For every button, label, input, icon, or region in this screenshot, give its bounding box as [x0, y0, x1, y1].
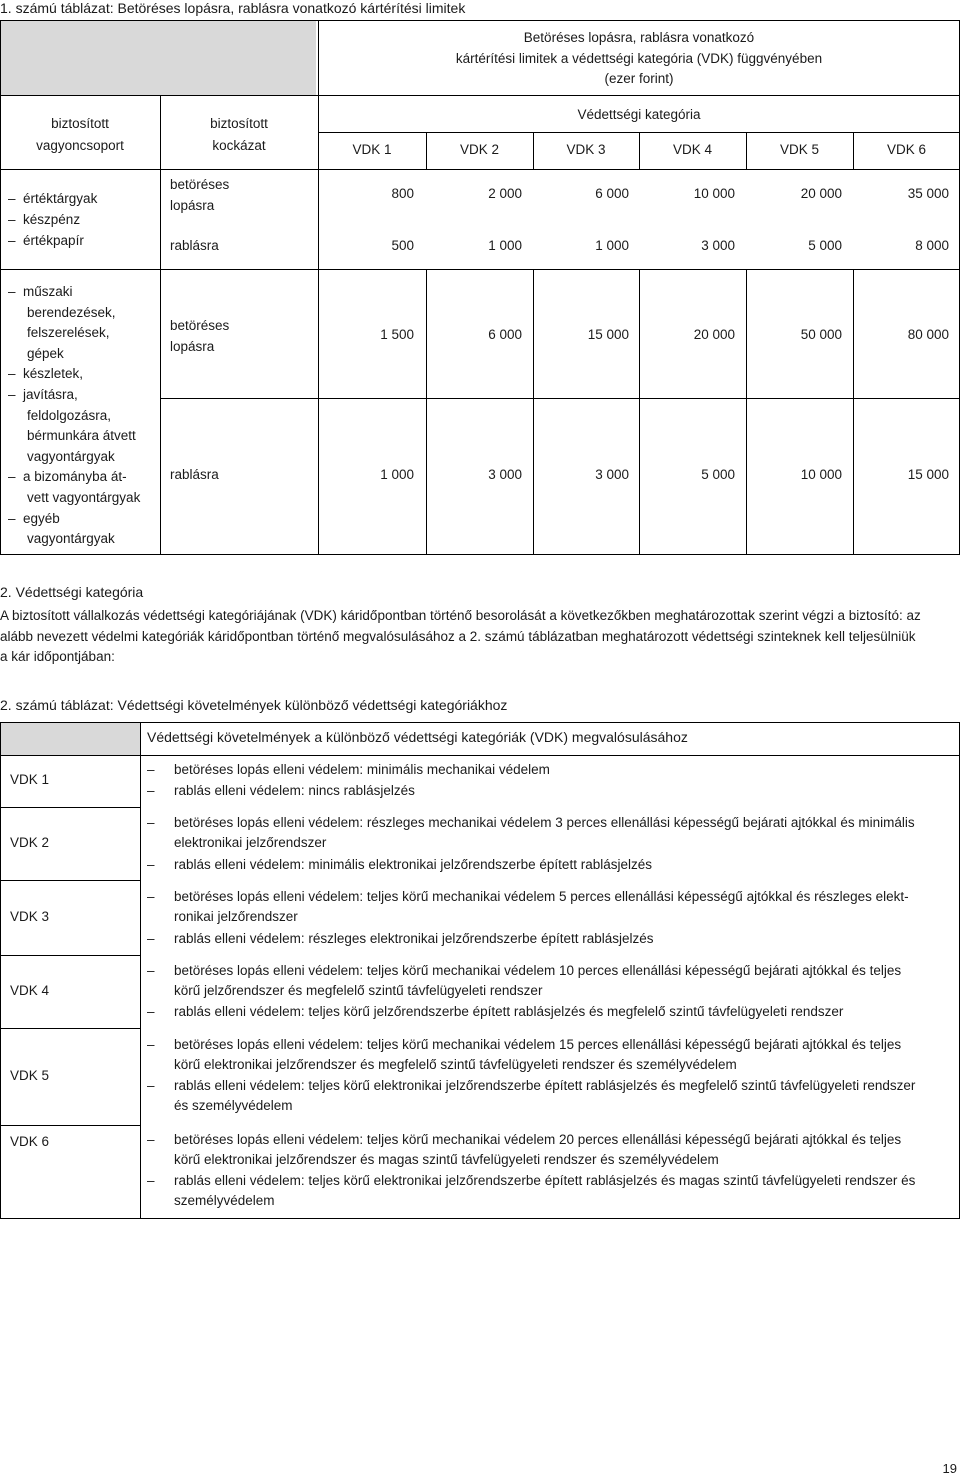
value-cell: 5 000	[808, 238, 842, 253]
vdk3-col: VDK 3	[566, 142, 606, 157]
requirement-item: rablás elleni védelem: teljes körű jelzőrendszerbe épített rablásjelzés és megfelelő szintű távfelügyeleti rendszer	[174, 1004, 844, 1019]
vdk-row-label: VDK 5	[10, 1068, 50, 1083]
col-risk-header: biztosított kockázat	[210, 116, 268, 153]
requirement-item: betöréses lopás elleni védelem: minimális mechanikai védelem	[174, 762, 550, 777]
group1-items	[8, 188, 97, 251]
table1-header-shading	[0, 20, 316, 95]
list-item: – javításra,	[8, 386, 78, 402]
value-cell: 80 000	[907, 327, 949, 342]
group2-items: – műszaki berendezések, felszerelések, gépek – készletek, – javításra, feldolgozásra, bérmunkára átvett vagyontárgyak – a bizományba át- vett vagyontárgyak – egyéb vagyontárgyak	[8, 284, 141, 547]
value-cell: 10 000	[800, 467, 842, 482]
value-cell: 3 000	[595, 467, 629, 482]
requirement-item: –	[147, 762, 155, 777]
value-cell: 5 000	[701, 467, 735, 482]
col-group-header: biztosított vagyoncsoport	[36, 116, 124, 153]
requirement-item: betöréses lopás elleni védelem: teljes körű mechanikai védelem 20 perces ellenállási képességű bejárati ajtókkal és teljes körű elektronikai jelzőrendszer és magas szintű távfelügyeleti rendszer és személyvédelem	[174, 1132, 902, 1167]
value-cell: 2 000	[488, 186, 522, 201]
list-item: – egyéb	[8, 510, 60, 526]
section2-paragraph: A biztosított vállalkozás védettségi kategóriájának (VDK) káridőpontban történő besorolását a következőkben meghatározottak szerint végzi a biztosító: az alább nevezett védelmi kategóriák káridőpontban történő megvalósulásához a 2. számú táblázatban meghatározott védettségi szinteknek kell teljesülniük a kár időpontjában:	[0, 608, 921, 665]
requirement-item: rablás elleni védelem: minimális elektronikai jelzőrendszerbe épített rablásjelzés	[174, 857, 652, 872]
list-item: – a bizományba át-	[8, 469, 127, 485]
value-cell: 3 000	[701, 238, 735, 253]
vdk5-col: VDK 5	[779, 142, 820, 157]
risk-rablasra-2: rablásra	[170, 467, 219, 482]
value-cell: 1 500	[380, 327, 414, 342]
value-cell: 15 000	[907, 467, 949, 482]
vdk6-col: VDK 6	[886, 142, 927, 157]
vdk-row-label: VDK 1	[10, 772, 50, 787]
value-cell: 50 000	[800, 327, 842, 342]
table2-header-shading	[0, 722, 140, 755]
value-cell: 1 000	[380, 467, 414, 482]
vdk2-col: VDK 2	[459, 142, 500, 157]
value-cell: 35 000	[907, 186, 949, 201]
vdk1-col: VDK 1	[352, 142, 392, 157]
requirement-item: –	[147, 783, 155, 798]
requirement-item: betöréses lopás elleni védelem: teljes körű mechanikai védelem 5 perces ellenállási képességű ajtókkal és részleges elekt- ronikai jelzőrendszer	[174, 889, 909, 924]
value-cell: 20 000	[800, 186, 842, 201]
vdk-row-label: VDK 4	[10, 983, 50, 998]
table1-top-header: Betöréses lopásra, rablásra vonatkozó kártérítési limitek a védettségi kategória (VDK) függvényében (ezer forint)	[455, 30, 823, 86]
table2-header: Védettségi követelmények a különböző védettségi kategóriák (VDK) megvalósulásához	[147, 729, 688, 745]
requirement-item: betöréses lopás elleni védelem: teljes körű mechanikai védelem 10 perces ellenállási képességű bejárati ajtókkal és teljes körű jelzőrendszer és megfelelő szintű távfelügyeleti rendszer	[174, 963, 902, 998]
risk-rablasra-1: rablásra	[170, 238, 219, 253]
value-cell: 1 000	[595, 238, 629, 253]
vdk-row-label: VDK 6	[10, 1134, 50, 1149]
list-item: – értéktárgyak	[8, 191, 98, 206]
risk-betoreses-1: betöréses lopásra	[170, 177, 230, 213]
value-cell: 10 000	[693, 186, 735, 201]
value-cell: 15 000	[587, 327, 629, 342]
value-cell: 500	[391, 238, 414, 253]
vdk4-col: VDK 4	[672, 142, 713, 157]
list-item: – értékpapír	[8, 233, 84, 248]
value-cell: 3 000	[488, 467, 522, 482]
value-cell: 8 000	[915, 238, 949, 253]
requirement-item: betöréses lopás elleni védelem: teljes körű mechanikai védelem 15 perces ellenállási képességű bejárati ajtókkal és teljes körű elektronikai jelzőrendszer és megfelelő szintű távfelügyeleti rendszer és személyvédelem	[174, 1037, 902, 1072]
section2-heading: 2. Védettségi kategória	[0, 584, 144, 600]
table1-caption: 1. számú táblázat: Betöréses lopásra, rablásra vonatkozó kártérítési limitek	[0, 0, 466, 16]
page-number: 19	[942, 1461, 957, 1476]
value-cell: 1 000	[488, 238, 522, 253]
requirement-item: rablás elleni védelem: részleges elektronikai jelzőrendszerbe épített rablásjelzés	[174, 931, 654, 946]
vdk-row-label: VDK 3	[10, 909, 50, 924]
vedettsegi-label: Védettségi kategória	[577, 107, 701, 122]
value-cell: 20 000	[693, 327, 735, 342]
list-item: – készletek,	[8, 366, 84, 382]
requirement-item: rablás elleni védelem: teljes körű elektronikai jelzőrendszerbe épített rablásjelzés és magas szintű távfelügyeleti rendszer és személyvédelem	[174, 1173, 916, 1208]
value-cell: 800	[391, 186, 414, 201]
requirement-item: betöréses lopás elleni védelem: részleges mechanikai védelem 3 perces ellenállási képességű bejárati ajtókkal és minimális elektronikai jelzőrendszer	[174, 815, 915, 850]
risk-betoreses-2: betöréses lopásra	[170, 318, 230, 354]
list-item: – műszaki	[8, 284, 73, 299]
requirement-item: rablás elleni védelem: nincs rablásjelzés	[174, 783, 415, 798]
vdk-row-label: VDK 2	[10, 835, 50, 850]
value-cell: 6 000	[488, 327, 522, 342]
table2-caption: 2. számú táblázat: Védettségi követelmények különböző védettségi kategóriákhoz	[0, 697, 508, 713]
value-cell: 6 000	[595, 186, 629, 201]
list-item: – készpénz	[8, 212, 81, 227]
requirement-item: rablás elleni védelem: teljes körű elektronikai jelzőrendszerbe épített rablásjelzés és megfelelő szintű távfelügyeleti rendszer és személyvédelem	[174, 1078, 916, 1113]
